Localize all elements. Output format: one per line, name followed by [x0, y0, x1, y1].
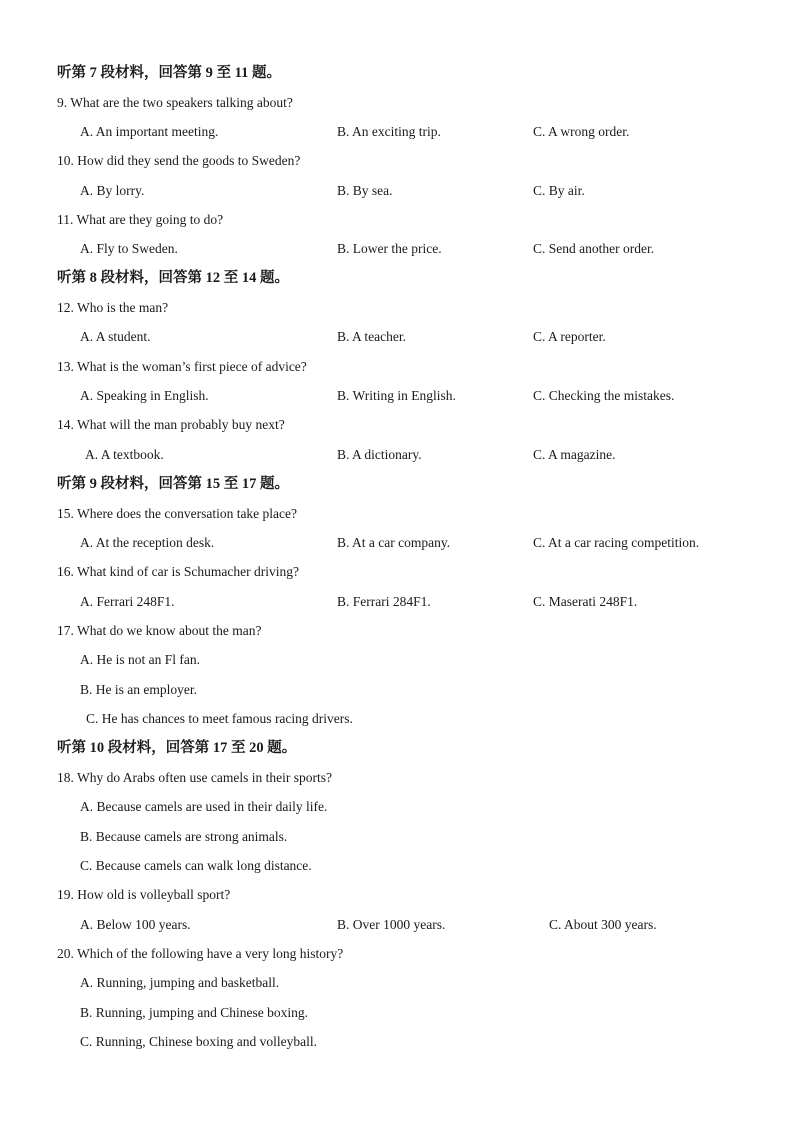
option-17b: B. He is an employer.: [80, 682, 197, 697]
option-10a: A. By lorry.: [80, 183, 145, 198]
option-15b: B. At a car company.: [337, 535, 451, 550]
section-heading-9: 听第 9 段材料，回答第 15 至 17 题。: [57, 476, 289, 492]
question-16: 16. What kind of car is Schumacher driving?: [57, 564, 299, 579]
option-16a: A. Ferrari 248F1.: [80, 594, 175, 609]
question-15: 15. Where does the conversation take place?: [57, 506, 298, 521]
option-16b: B. Ferrari 284F1.: [337, 594, 431, 609]
option-12b: B. A teacher.: [337, 329, 406, 344]
option-19c: C. About 300 years.: [549, 917, 657, 932]
option-17c: C. He has chances to meet famous racing drivers.: [86, 711, 353, 726]
option-14a: A. A textbook.: [85, 447, 164, 462]
option-15c: C. At a car racing competition.: [533, 535, 700, 550]
option-20c: C. Running, Chinese boxing and volleyball.: [80, 1034, 317, 1049]
question-10: 10. How did they send the goods to Sweden?: [57, 153, 301, 168]
option-12c: C. A reporter.: [533, 329, 606, 344]
question-12: 12. Who is the man?: [57, 300, 169, 315]
question-9: 9. What are the two speakers talking about?: [57, 95, 293, 110]
option-10c: C. By air.: [533, 183, 585, 198]
option-16c: C. Maserati 248F1.: [533, 594, 638, 609]
option-12a: A. A student.: [80, 329, 151, 344]
option-9c: C. A wrong order.: [533, 124, 630, 139]
question-17: 17. What do we know about the man?: [57, 623, 262, 638]
question-13: 13. What is the woman’s first piece of advice?: [57, 359, 307, 374]
option-14b: B. A dictionary.: [337, 447, 422, 462]
option-20b: B. Running, jumping and Chinese boxing.: [80, 1005, 308, 1020]
question-18: 18. Why do Arabs often use camels in their sports?: [57, 770, 332, 785]
option-14c: C. A magazine.: [533, 447, 616, 462]
question-19: 19. How old is volleyball sport?: [57, 887, 231, 902]
option-18b: B. Because camels are strong animals.: [80, 829, 288, 844]
option-18a: A. Because camels are used in their daily life.: [80, 799, 328, 814]
section-heading-8: 听第 8 段材料，回答第 12 至 14 题。: [57, 270, 289, 286]
option-11c: C. Send another order.: [533, 241, 655, 256]
section-heading-7: 听第 7 段材料，回答第 9 至 11 题。: [57, 65, 281, 81]
question-14: 14. What will the man probably buy next?: [57, 417, 285, 432]
question-11: 11. What are they going to do?: [57, 212, 224, 227]
section-heading-10: 听第 10 段材料，回答第 17 至 20 题。: [57, 740, 297, 756]
option-11a: A. Fly to Sweden.: [80, 241, 178, 256]
option-13c: C. Checking the mistakes.: [533, 388, 675, 403]
option-13a: A. Speaking in English.: [80, 388, 209, 403]
option-10b: B. By sea.: [337, 183, 393, 198]
option-15a: A. At the reception desk.: [80, 535, 215, 550]
option-19a: A. Below 100 years.: [80, 917, 191, 932]
option-9a: A. An important meeting.: [80, 124, 219, 139]
option-20a: A. Running, jumping and basketball.: [80, 975, 280, 990]
question-20: 20. Which of the following have a very long history?: [57, 946, 344, 961]
option-9b: B. An exciting trip.: [337, 124, 441, 139]
option-17a: A. He is not an Fl fan.: [80, 652, 200, 667]
option-13b: B. Writing in English.: [337, 388, 456, 403]
option-11b: B. Lower the price.: [337, 241, 442, 256]
option-19b: B. Over 1000 years.: [337, 917, 446, 932]
option-18c: C. Because camels can walk long distance.: [80, 858, 312, 873]
